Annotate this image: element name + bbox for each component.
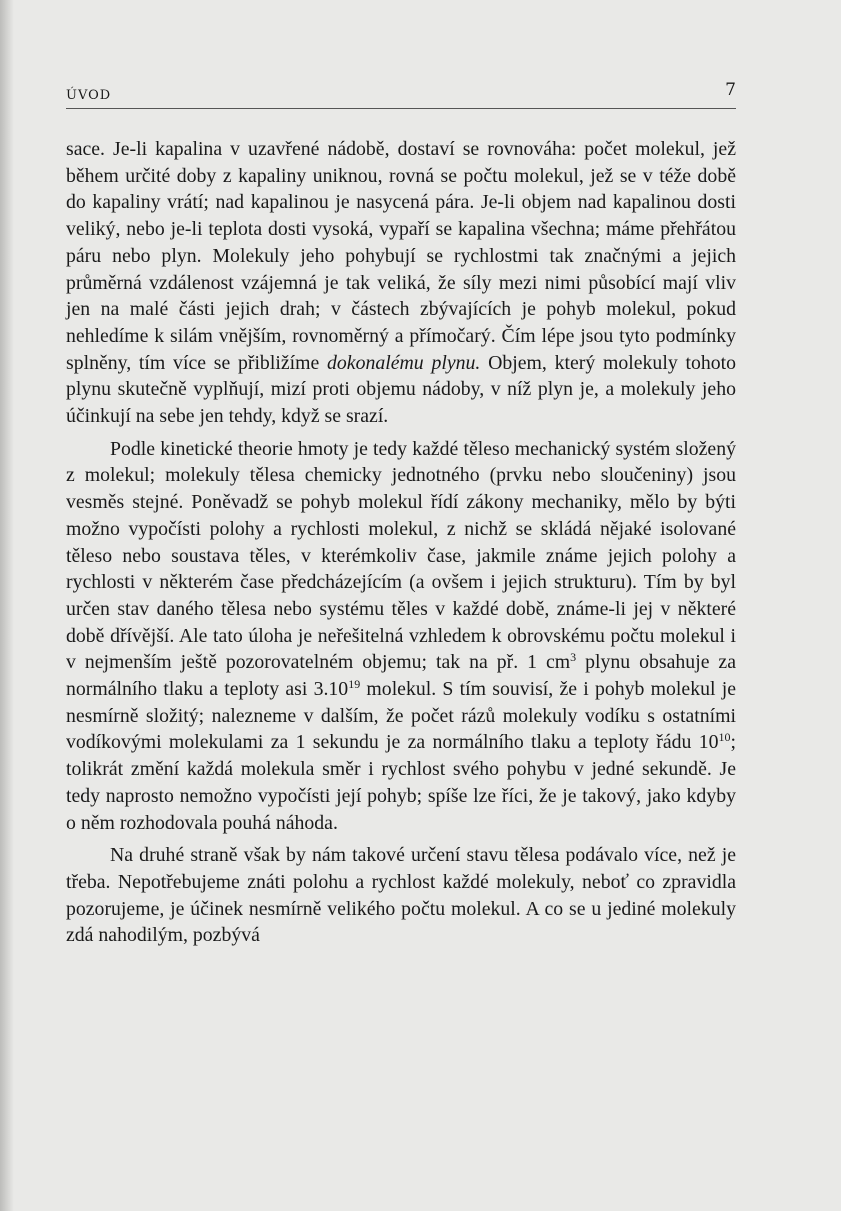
superscript: 3 [570,650,577,665]
italic-term: dokonalému plynu. [327,351,481,374]
running-head: ÚVOD [66,88,112,103]
paragraph-text: plynu obsahuje za normálního tlaku a teploty asi 3.10 [66,651,736,701]
superscript: 10 [718,730,731,745]
page-header [66,80,738,104]
paragraph-text: ; tolikrát změní každá molekula směr i rychlost svého pohybu v jedné sekundě. Je tedy naprosto nemožno vypočísti její pohyb; spíše lze říci, že je takový, jako kdyby o něm rozhodovala pouhá náhoda. [66,731,736,834]
paragraph-text: Na druhé straně však by nám takové určení stavu tělesa podávalo více, než je třeba. Nepotřebujeme znáti polohu a rychlost každé molekuly, neboť co zpravidla pozorujeme, je účinek nesmírně velikého počtu molekul. A co se u jediné molekuly zdá nahodilým, pozbývá [66,844,736,947]
page-edge-shadow [0,0,14,1211]
paragraph [66,436,736,837]
superscript: 19 [348,677,361,692]
paragraph-text: molekul. S tím souvisí, že i pohyb molekul je nesmírně složitý; nalezneme v dalším, že počet rázů molekuly vodíku s ostatními vodíkovými molekulami za 1 sekundu je za normálního tlaku a teploty řádu 10 [66,678,736,754]
paragraph [66,136,736,430]
page-number: 7 [725,80,736,100]
header-rule [66,108,736,109]
body-text [66,136,736,949]
paragraph-text: Objem, který molekuly tohoto plynu skutečně vyplňují, mizí proti objemu nádoby, v níž plyn je, a molekuly jeho účinkují na sebe jen tehdy, když se srazí. [66,351,737,428]
paragraph [66,842,736,949]
paragraph-text: sace. Je-li kapalina v uzavřené nádobě, dostaví se rovnováha: počet molekul, jež během určité doby z kapaliny uniknou, rovná se počtu molekul, jež se v téže době do kapaliny vrátí; nad kapalinou je nasycená pára. Je-li objem nad kapalinou dosti veliký, nebo je-li teplota dosti vysoká, vypaří se kapalina všechna; máme přehřátou páru nebo plyn. Molekuly jeho pohybují se rychlostmi tak značnými a jejich průměrná vzdálenost vzájemná je tak veliká, že síly mezi nimi působící mají vliv jen na malé části jejich drah; v částech zbývajících je pohyb molekul, pokud nehledíme k silám vnějším, rovnoměrný a přímočarý. Čím lépe jsou tyto podmínky splněny, tím více se přibližíme [66,138,736,374]
paragraph-text: Podle kinetické theorie hmoty je tedy každé těleso mechanický systém složený z molekul; molekuly tělesa chemicky jednotného (prvku nebo sloučeniny) jsou vesměs stejné. Poněvadž se pohyb molekul řídí zákony mechaniky, mělo by býti možno vypočísti polohy a rychlosti molekul, z nichž se skládá nějaké isolované těleso nebo soustava těles, v kterémkoliv čase, jakmile známe jejich polohy a rychlosti v některém čase předcházejícím (a ovšem i jejich strukturu). Tím by byl určen stav daného tělesa nebo systému těles v každé době, známe-li jej v některé době dřívější. Ale tato úloha je neřešitelná vzhledem k obrovskému počtu molekul i v nejmenším ještě pozorovatelném objemu; tak na př. 1 cm [66,437,736,674]
